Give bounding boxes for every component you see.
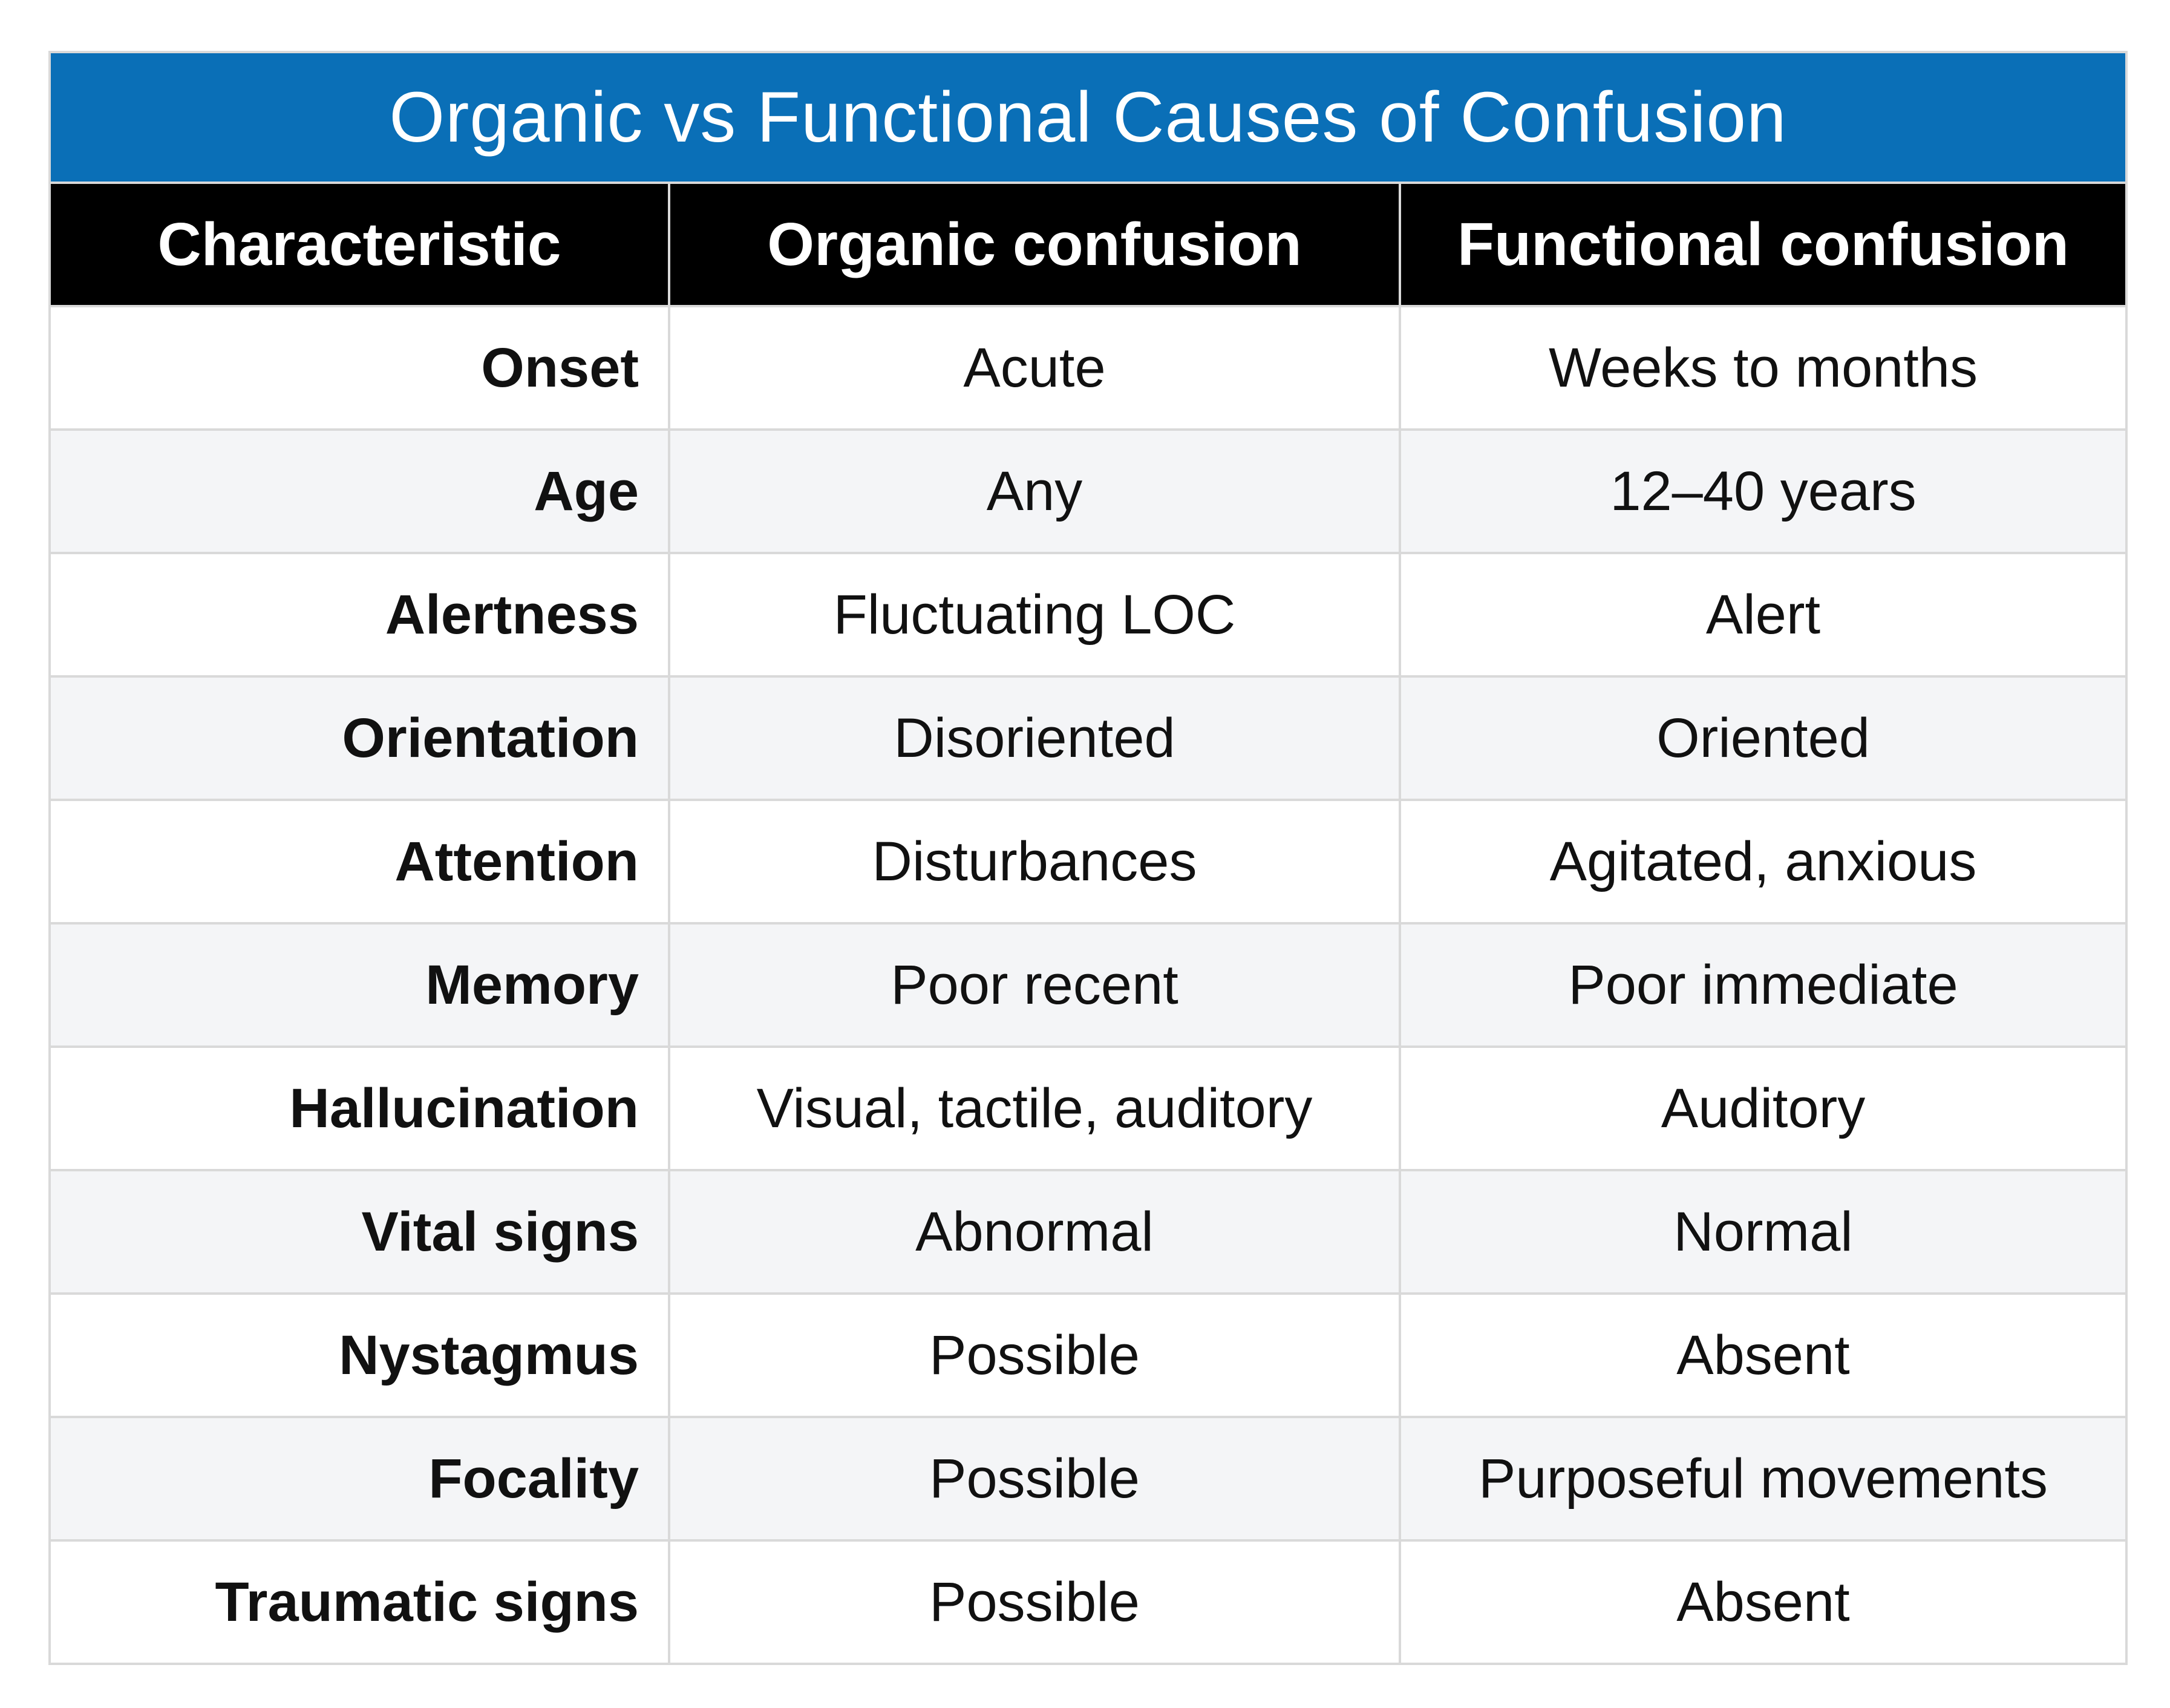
table-row <box>51 553 2125 676</box>
organic-cell: Possible <box>669 1417 1400 1540</box>
table-row <box>51 306 2125 430</box>
table-row <box>51 800 2125 923</box>
column-header-organic: Organic confusion <box>669 184 1400 306</box>
organic-cell: Possible <box>669 1540 1400 1663</box>
row-label: Orientation <box>51 676 669 800</box>
table-row <box>51 923 2125 1047</box>
row-label: Vital signs <box>51 1170 669 1294</box>
table-row <box>51 1047 2125 1170</box>
header-row <box>51 184 2125 306</box>
table-row <box>51 1540 2125 1663</box>
functional-cell: Poor immediate <box>1400 923 2125 1047</box>
functional-cell: Oriented <box>1400 676 2125 800</box>
comparison-table <box>48 51 2128 1665</box>
row-label: Onset <box>51 306 669 430</box>
organic-cell: Fluctuating LOC <box>669 553 1400 676</box>
functional-cell: Auditory <box>1400 1047 2125 1170</box>
organic-cell: Abnormal <box>669 1170 1400 1294</box>
organic-cell: Acute <box>669 306 1400 430</box>
table-row <box>51 1417 2125 1540</box>
row-label: Hallucination <box>51 1047 669 1170</box>
organic-cell: Visual, tactile, auditory <box>669 1047 1400 1170</box>
functional-cell: Absent <box>1400 1294 2125 1417</box>
organic-cell: Poor recent <box>669 923 1400 1047</box>
table-title: Organic vs Functional Causes of Confusion <box>51 53 2125 184</box>
functional-cell: Absent <box>1400 1540 2125 1663</box>
functional-cell: Weeks to months <box>1400 306 2125 430</box>
table-row <box>51 1294 2125 1417</box>
organic-cell: Disoriented <box>669 676 1400 800</box>
row-label: Age <box>51 430 669 553</box>
functional-cell: Agitated, anxious <box>1400 800 2125 923</box>
organic-cell: Possible <box>669 1294 1400 1417</box>
row-label: Traumatic signs <box>51 1540 669 1663</box>
data-table <box>51 184 2125 1663</box>
functional-cell: 12–40 years <box>1400 430 2125 553</box>
column-header-characteristic: Characteristic <box>51 184 669 306</box>
organic-cell: Any <box>669 430 1400 553</box>
row-label: Alertness <box>51 553 669 676</box>
functional-cell: Purposeful movements <box>1400 1417 2125 1540</box>
row-label: Nystagmus <box>51 1294 669 1417</box>
functional-cell: Normal <box>1400 1170 2125 1294</box>
table-row <box>51 1170 2125 1294</box>
table-row <box>51 676 2125 800</box>
table-row <box>51 430 2125 553</box>
organic-cell: Disturbances <box>669 800 1400 923</box>
row-label: Focality <box>51 1417 669 1540</box>
column-header-functional: Functional confusion <box>1400 184 2125 306</box>
functional-cell: Alert <box>1400 553 2125 676</box>
row-label: Memory <box>51 923 669 1047</box>
row-label: Attention <box>51 800 669 923</box>
